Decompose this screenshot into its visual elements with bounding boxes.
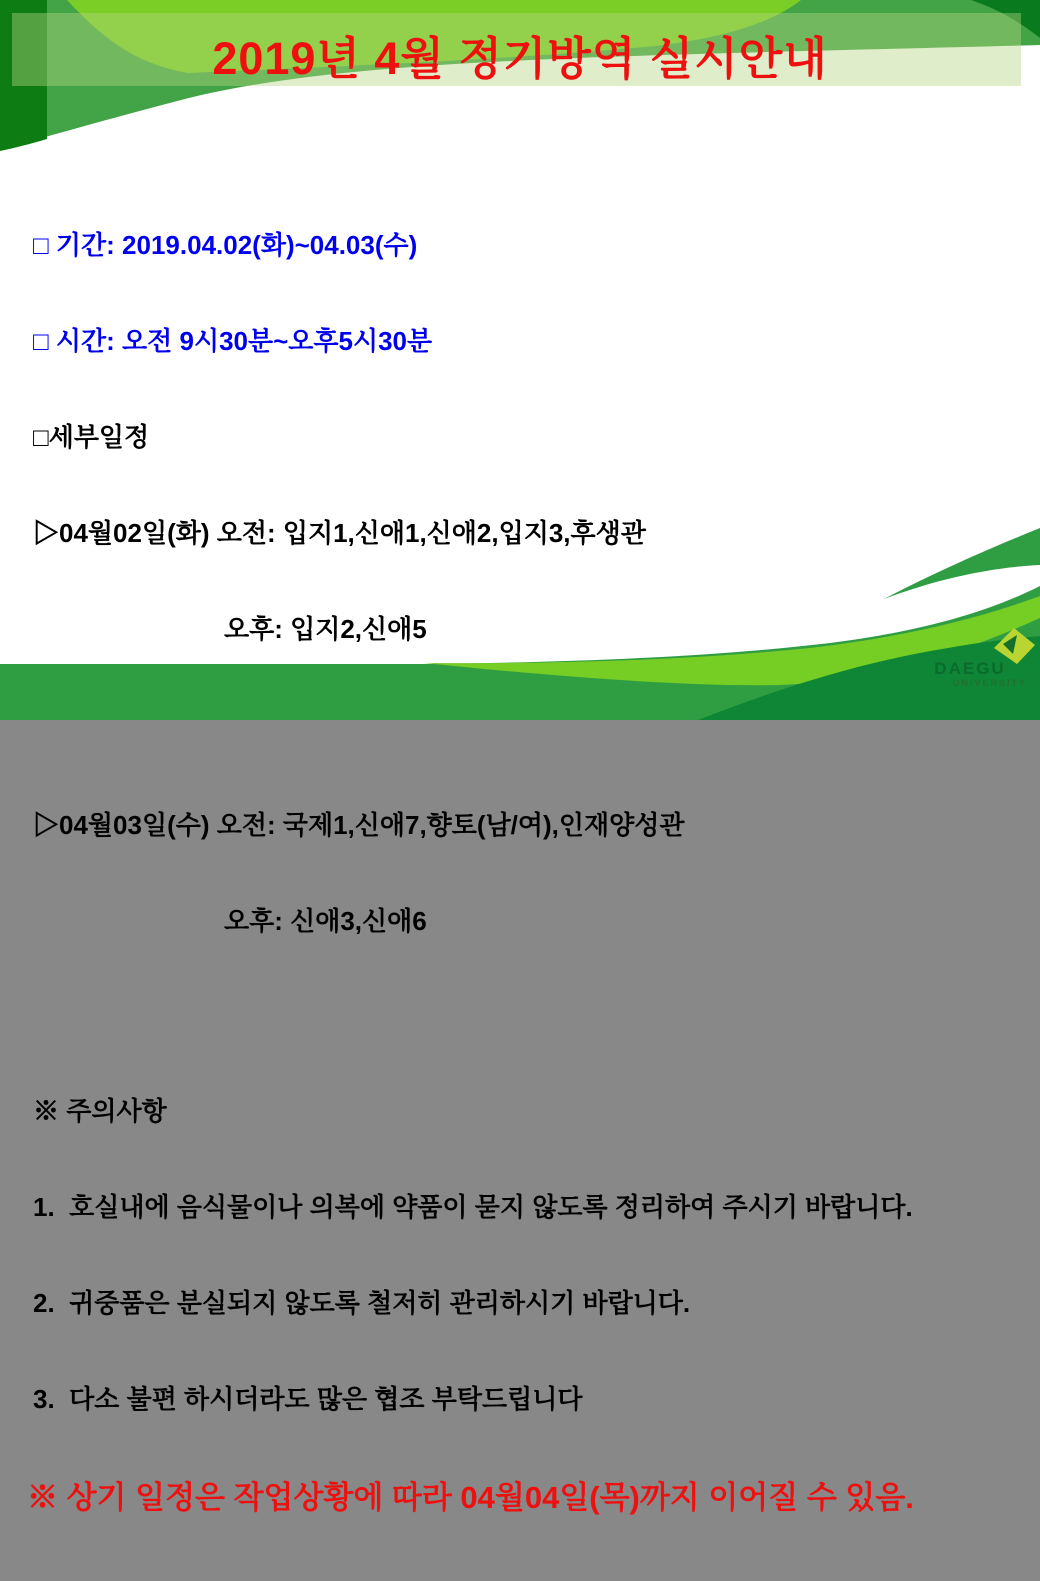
notice-item-2: 2. 귀중품은 분실되지 않도록 철저히 관리하시기 바랍니다. (33, 1288, 691, 1318)
notice-item-3: 3. 다소 불편 하시더라도 많은 협조 부탁드립니다 (33, 1384, 583, 1414)
day2-morning-line: ▷04월03일(수) 오전: 국제1,신애7,향토(남/여),인재양성관 (33, 810, 685, 840)
logo-text-university: UNIVERSITY (952, 678, 1028, 688)
slide-body (27, 165, 1023, 1581)
spacer (33, 1001, 1023, 1031)
time-line: □ 시간: 오전 9시30분~오후5시30분 (33, 326, 433, 356)
notice-item-1: 1. 호실내에 음식물이나 의복에 약품이 묻지 않도록 정리하여 주시기 바랍니다. (33, 1192, 913, 1222)
day2-afternoon-line: 오후: 신애3,신애6 (224, 906, 427, 936)
extension-notice-line: ※ 상기 일정은 작업상황에 따라 04월04일(목)까지 이어질 수 있음. (27, 1480, 914, 1515)
day1-morning-line: ▷04월02일(화) 오전: 입지1,신애1,신애2,입지3,후생관 (33, 518, 646, 548)
period-line: □ 기간: 2019.04.02(화)~04.03(수) (33, 230, 418, 260)
logo-text-daegu: DAEGU (934, 659, 1006, 678)
notice-heading: ※ 주의사항 (33, 1096, 167, 1126)
spacer (33, 709, 1023, 745)
detail-schedule-heading: □세부일정 (33, 422, 150, 452)
day1-afternoon-line: 오후: 입지2,신애5 (224, 614, 427, 644)
slide-title: 2019년 4월 정기방역 실시안내 (212, 33, 828, 84)
